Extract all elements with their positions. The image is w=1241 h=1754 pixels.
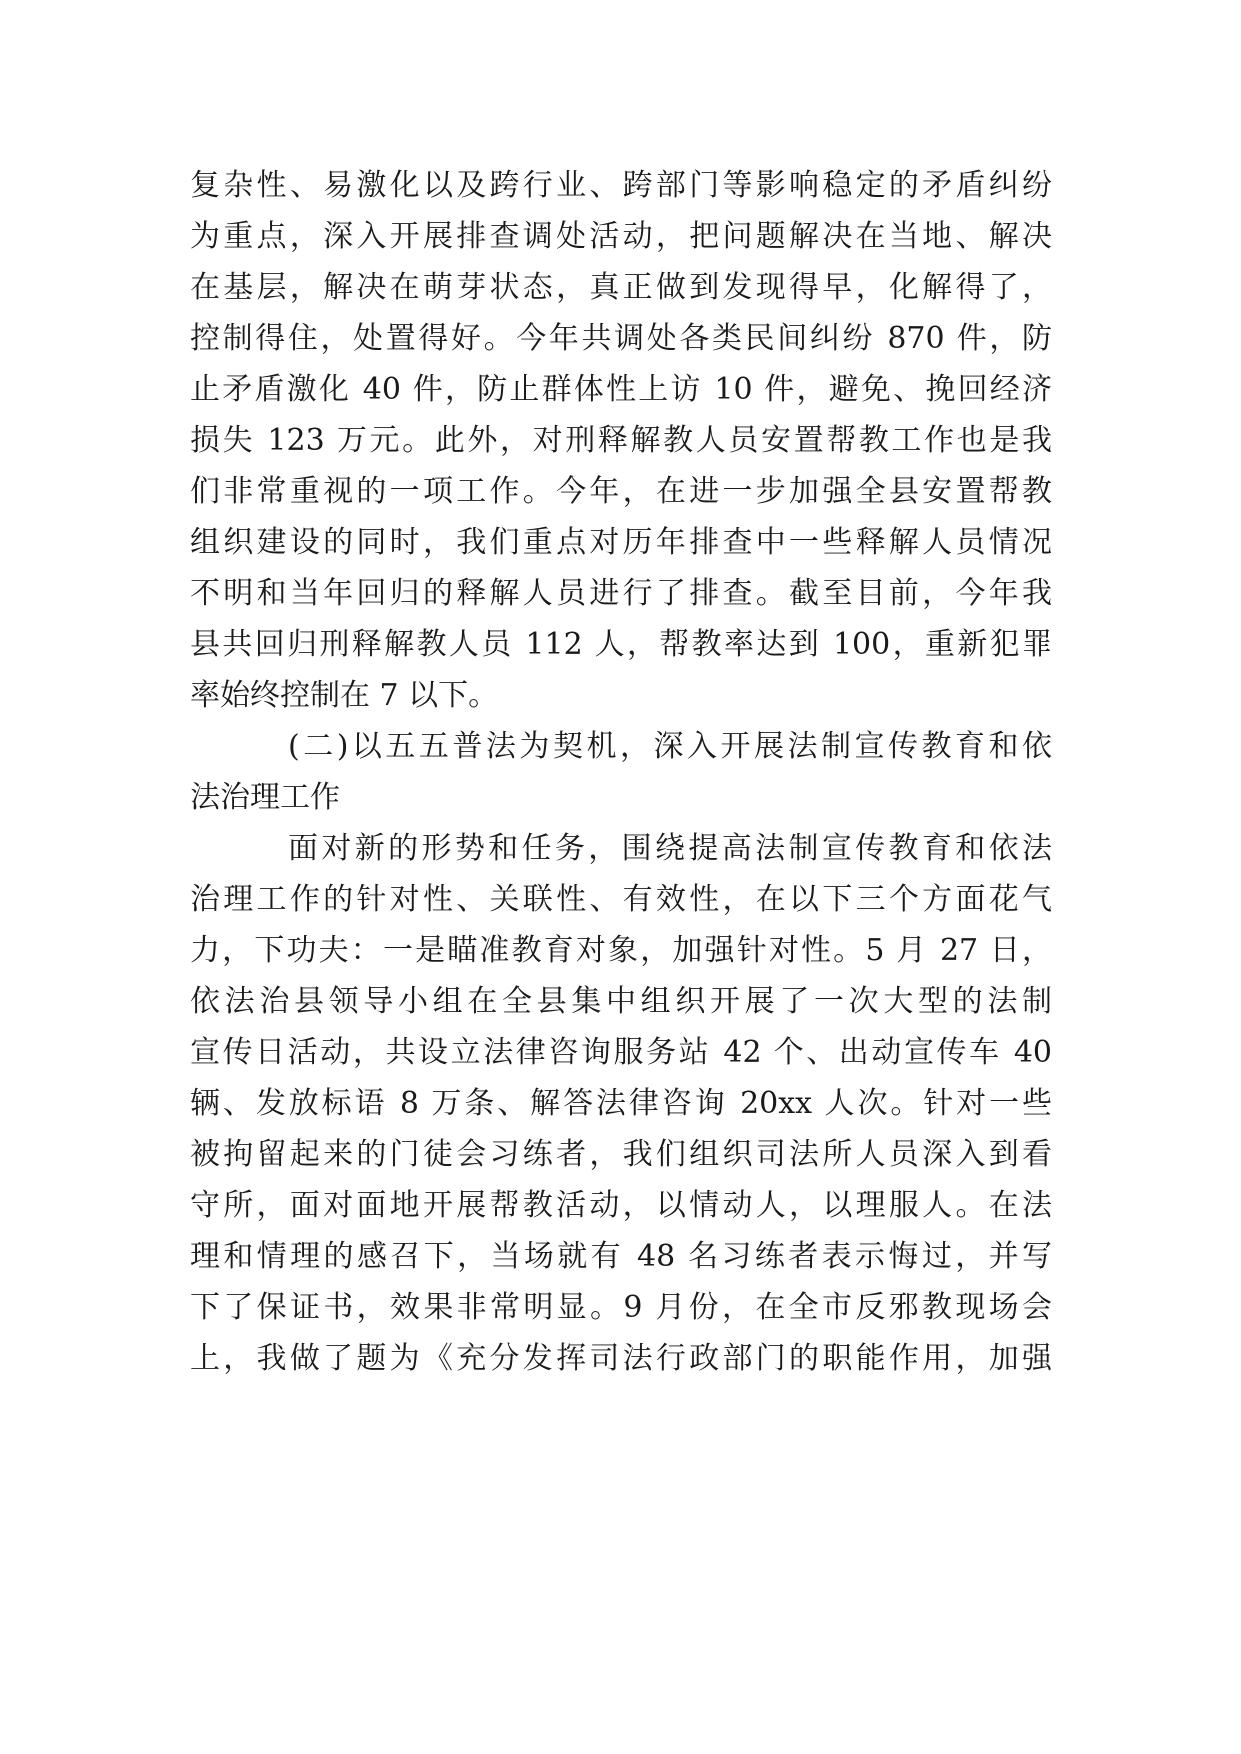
- text-line: 为重点，深入开展排查调处活动，把问题解决在当地、解决: [190, 219, 1052, 254]
- text-line: 损失 123 万元。此外，对刑释解教人员安置帮教工作也是我: [190, 423, 1052, 458]
- text-line: 下了保证书，效果非常明显。9 月份，在全市反邪教现场会: [190, 1290, 1052, 1325]
- text-line: 面对新的形势和任务，围绕提高法制宣传教育和依法: [288, 831, 1052, 866]
- text-line: 在基层，解决在萌芽状态，真正做到发现得早，化解得了，: [190, 270, 1052, 305]
- text-line: 县共回归刑释解教人员 112 人，帮教率达到 100，重新犯罪: [190, 627, 1052, 662]
- text-line: 依法治县领导小组在全县集中组织开展了一次大型的法制: [190, 984, 1052, 1019]
- text-line: 理和情理的感召下，当场就有 48 名习练者表示悔过，并写: [190, 1239, 1052, 1274]
- section-heading-line: 法治理工作: [190, 780, 340, 815]
- text-line: 治理工作的针对性、关联性、有效性，在以下三个方面花气: [190, 882, 1052, 917]
- text-line: 上，我做了题为《充分发挥司法行政部门的职能作用，加强: [190, 1341, 1052, 1376]
- body-text: [190, 160, 1052, 1384]
- text-line: 止矛盾激化 40 件，防止群体性上访 10 件，避免、挽回经济: [190, 372, 1052, 407]
- text-line: 复杂性、易激化以及跨行业、跨部门等影响稳定的矛盾纠纷: [190, 168, 1052, 203]
- text-line: 宣传日活动，共设立法律咨询服务站 42 个、出动宣传车 40: [190, 1035, 1052, 1070]
- text-line: 控制得住，处置得好。今年共调处各类民间纠纷 870 件，防: [190, 321, 1052, 356]
- text-line: 不明和当年回归的释解人员进行了排查。截至目前，今年我: [190, 576, 1052, 611]
- text-line: 被拘留起来的门徒会习练者，我们组织司法所人员深入到看: [190, 1137, 1052, 1172]
- text-line: 组织建设的同时，我们重点对历年排查中一些释解人员情况: [190, 525, 1052, 560]
- text-line: 们非常重视的一项工作。今年，在进一步加强全县安置帮教: [190, 474, 1052, 509]
- text-line: 辆、发放标语 8 万条、解答法律咨询 20xx 人次。针对一些: [190, 1086, 1052, 1121]
- text-line: 率始终控制在 7 以下。: [190, 678, 499, 713]
- section-heading-line: (二)以五五普法为契机，深入开展法制宣传教育和依: [288, 729, 1052, 764]
- text-line: 力，下功夫：一是瞄准教育对象，加强针对性。5 月 27 日，: [190, 933, 1052, 968]
- text-line: 守所，面对面地开展帮教活动，以情动人，以理服人。在法: [190, 1188, 1052, 1223]
